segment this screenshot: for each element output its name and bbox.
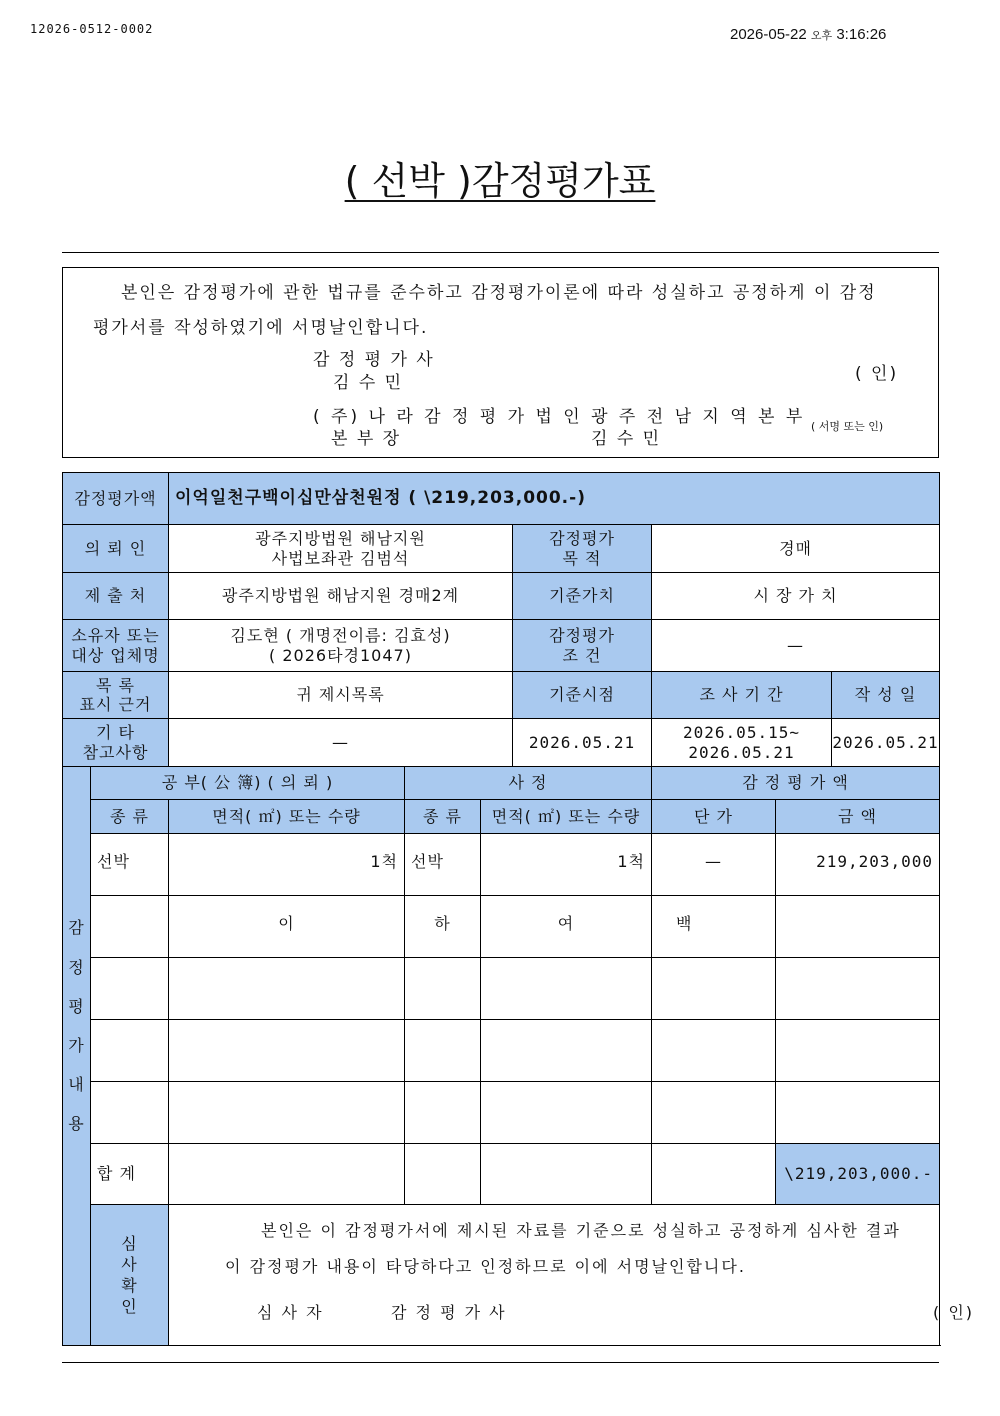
basis-label: 기준가치 xyxy=(513,573,652,620)
row1-kind: 선박 xyxy=(91,834,169,896)
survey-period-value: 2026.05.15~ 2026.05.21 xyxy=(652,719,832,767)
row1-amount: 219,203,000 xyxy=(776,834,940,896)
owner-value xyxy=(169,620,513,672)
bottom-divider xyxy=(62,1362,939,1363)
appraisal-amount-value: 이억일천구백이십만삼천원정 ( \219,203,000.-) xyxy=(169,473,940,525)
reviewer-title: 감 정 평 가 사 xyxy=(391,1303,507,1322)
appraisal-corporation: ( 주) 나 라 감 정 평 가 법 인 광 주 전 남 지 역 본 부 xyxy=(313,407,806,427)
row1-qty-actual: 1척 xyxy=(481,834,652,896)
row2-qty-actual: 여 xyxy=(481,896,652,958)
basis-value: 시 장 가 치 xyxy=(652,573,940,620)
owner-name: 김도현 ( 개명전이름: 김효성) xyxy=(230,626,451,646)
table-row xyxy=(63,1020,940,1082)
owner-label: 소유자 또는 대상 업체명 xyxy=(63,620,169,672)
total-amount: \219,203,000.- xyxy=(776,1144,940,1205)
reviewer-label: 심 사 자 xyxy=(257,1303,324,1322)
row1-unit-price: — xyxy=(652,834,776,896)
case-number: ( 2026타경1047) xyxy=(269,645,412,665)
seal-mark: ( 인) xyxy=(855,364,899,384)
appraisal-value-header: 감 정 평 가 액 xyxy=(652,767,940,800)
appraiser-name: 김 수 민 xyxy=(333,373,404,393)
declaration-line1: 본인은 감정평가에 관한 법규를 준수하고 감정평가이론에 따라 성실하고 공정하게 이 감정 xyxy=(121,283,877,303)
client-officer: 사법보좌관 김범석 xyxy=(271,548,410,568)
print-time: 3:16:26 xyxy=(836,26,887,43)
table-row xyxy=(63,834,940,896)
col-kind-actual: 종 류 xyxy=(405,800,481,834)
purpose-value: 경매 xyxy=(652,525,940,573)
review-side-label: 심 사 확 인 xyxy=(91,1205,169,1346)
appraisal-amount-label: 감정평가액 xyxy=(63,473,169,525)
total-row xyxy=(63,1144,940,1205)
col-amount: 금 액 xyxy=(776,800,940,834)
submit-label: 제 출 처 xyxy=(63,573,169,620)
client-label: 의 뢰 인 xyxy=(63,525,169,573)
purpose-label: 감정평가 목 적 xyxy=(513,525,652,573)
col-unit-price: 단 가 xyxy=(652,800,776,834)
etc-value: — xyxy=(169,719,513,767)
total-label: 합 계 xyxy=(91,1144,169,1205)
detail-side-label: 감 정 평 가 내 용 xyxy=(63,767,91,1346)
row2-qty: 이 xyxy=(169,896,405,958)
review-seal: ( 인) xyxy=(933,1303,975,1322)
public-record-header: 공 부( 公 簿) ( 의 뢰 ) xyxy=(91,767,405,800)
col-area-actual: 면적( ㎡) 또는 수량 xyxy=(481,800,652,834)
document-number: 12026-0512-0002 xyxy=(30,22,154,36)
col-area: 면적( ㎡) 또는 수량 xyxy=(169,800,405,834)
print-ampm: 오후 xyxy=(810,30,833,42)
condition-label: 감정평가 조 건 xyxy=(513,620,652,672)
page-title: ( 선박 )감정평가표 xyxy=(344,159,656,203)
table-row xyxy=(63,896,940,958)
survey-period-label: 조 사 기 간 xyxy=(652,672,832,719)
client-court: 광주지방법원 해남지원 xyxy=(255,529,426,549)
row2-unit-price: 백 xyxy=(652,896,776,958)
row2-kind-actual: 하 xyxy=(405,896,481,958)
top-divider xyxy=(62,252,939,253)
declaration-line2: 평가서를 작성하였기에 서명날인합니다. xyxy=(93,318,429,338)
head-name: 김 수 민 xyxy=(591,429,662,449)
list-basis-value: 귀 제시목록 xyxy=(169,672,513,719)
submit-value: 광주지방법원 해남지원 경매2계 xyxy=(169,573,513,620)
review-line2: 이 감정평가 내용이 타당하다고 인정하므로 이에 서명날인합니다. xyxy=(225,1257,746,1276)
list-basis-label: 목 록 표시 근거 xyxy=(63,672,169,719)
actual-header: 사 정 xyxy=(405,767,652,800)
head-title: 본 부 장 xyxy=(331,429,402,449)
appraiser-title: 감 정 평 가 사 xyxy=(313,350,435,370)
review-line1: 본인은 이 감정평가서에 제시된 자료를 기준으로 성실하고 공정하게 심사한 결과 xyxy=(261,1221,901,1240)
written-date-value: 2026.05.21 xyxy=(832,719,940,767)
col-kind: 종 류 xyxy=(91,800,169,834)
declaration-box xyxy=(62,267,939,458)
review-section xyxy=(169,1205,975,1346)
row1-qty: 1척 xyxy=(169,834,405,896)
table-row xyxy=(63,1082,940,1144)
print-date: 2026-05-22 xyxy=(730,26,807,43)
table-row xyxy=(63,958,940,1020)
appraisal-table xyxy=(62,472,975,1346)
row1-kind-actual: 선박 xyxy=(405,834,481,896)
base-date-value: 2026.05.21 xyxy=(513,719,652,767)
print-timestamp xyxy=(730,26,886,43)
condition-value: — xyxy=(652,620,940,672)
client-value xyxy=(169,525,513,573)
base-date-label: 기준시점 xyxy=(513,672,652,719)
written-date-label: 작 성 일 xyxy=(832,672,940,719)
signature-mark: ( 서명 또는 인) xyxy=(811,420,884,433)
etc-label: 기 타 참고사항 xyxy=(63,719,169,767)
